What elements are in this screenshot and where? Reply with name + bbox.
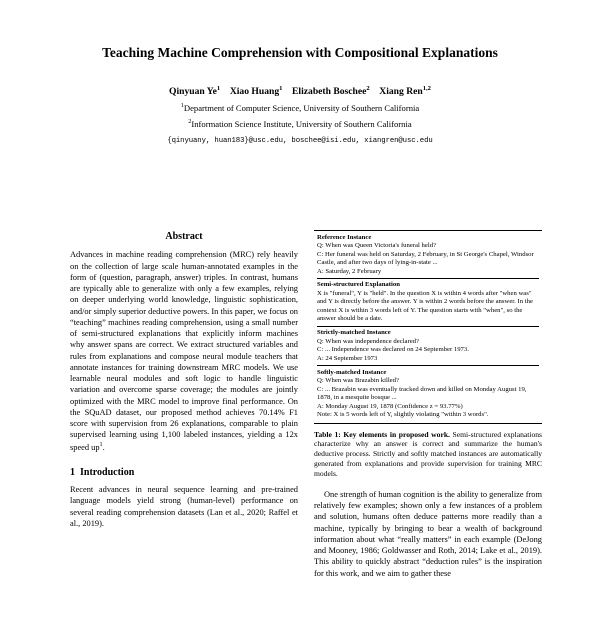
author-name: Xiao Huang (229, 85, 280, 97)
table-block-line: Note: X is 5 words left of Y, slightly violating "within 3 words". (317, 411, 489, 419)
table-block-line: A: 24 September 1973 (317, 354, 378, 362)
affiliation-text: Information Science Institute, University of Southern California (191, 118, 412, 129)
affiliation-marker: 1 (180, 102, 184, 110)
abstract-text: Advances in machine reading comprehension (MRC) rely heavily on the collection of large scale human-annotated examples in the form of (question, paragraph, answer) triples. In contrast, humans are typically able to generalize with only a few examples, relying on deeper underlying world knowledge, linguistic sophistication, and/or simply superior deductive powers. In this paper, we focus on “teaching” machines reading comprehension, using a small number of semi-structured explanations that explicitly inform machines why answer spans are correct. We extract structured variables and rules from explanations and compose neural module teachers that annotate instances for training downstream MRC models. We use learnable neural modules and soft logic to handle linguistic variation and overcome sparse coverage; the modules are jointly optimized with the MRC model to improve final performance. On the SQuAD dataset, our proposed method achieves 70.14% F1 score with supervision from 26 explanations, comparable to plain supervised learning using 1,100 labeled instances, yielding a 12x speed up (70, 250, 298, 452)
table-block-line: A: Saturday, 2 February (317, 267, 382, 275)
table-divider (317, 278, 539, 279)
table-block-line: Q: When was independence declared? (317, 337, 419, 345)
author-affil-marker: 1 (279, 84, 283, 92)
table-block-line: A: Monday August 19, 1878 (Confidence z = 93.77%) (317, 402, 463, 410)
table-caption (314, 430, 542, 479)
table-block-line: X is "funeral", Y is "held". In the question X is within 4 words after "when was" and Y is directly before the answer. Y is within 2 words before the answer. In the context X is within 3 words left of Y. The question starts with "when", so the answer should be a date. (317, 289, 533, 323)
body-columns (0, 230, 600, 644)
affiliation-text: Department of Computer Science, University of Southern California (183, 103, 420, 114)
right-column (314, 230, 542, 579)
table-block (317, 281, 539, 324)
table-block-line: C: ... Independence was declared on 24 September 1973. (317, 346, 469, 354)
intro-paragraph-1: Recent advances in neural sequence learning and pre-trained language models yield strong (human-level) performance on several reading comprehension datasets (Lan et al., 2020; Raffel et al., 2019). (70, 485, 298, 528)
section-number: 1 (70, 466, 75, 478)
table-block (317, 369, 539, 420)
table-block-line: Q: When was Queen Victoria's funeral held? (317, 242, 437, 249)
footnote-marker: 1 (99, 440, 103, 448)
left-column (70, 230, 298, 529)
table-caption-label: Table 1: Key elements in proposed work. (314, 429, 450, 439)
table-block-line: C: ... Brazabin was eventually tracked down and killed on Monday August 19, 1878, in a mesquite bosque ... (317, 385, 527, 402)
affiliation-line (40, 102, 560, 114)
author-list (40, 84, 560, 100)
author-name: Qinyuan Ye (169, 85, 217, 97)
affiliation-marker: 2 (188, 117, 192, 125)
affiliation-line (40, 118, 560, 130)
table-block-title: Semi-structured Explanation (317, 281, 400, 289)
table-divider (317, 326, 539, 327)
paper-page (0, 44, 600, 644)
section-title: Introduction (80, 466, 135, 478)
abstract-heading: Abstract (165, 231, 203, 242)
table-block-line: Q: When was Brazabin killed? (317, 377, 399, 385)
abstract-body (70, 249, 298, 452)
author-name: Xiang Ren (379, 85, 423, 97)
table-block-line: C: Her funeral was held on Saturday, 2 February, in St George's Chapel, Windsor Castle, and after two days of lying-in-state ... (317, 250, 534, 266)
table-block-title: Strictly-matched Instance (317, 329, 391, 337)
right-column-paragraph: One strength of human cognition is the ability to generalize from relatively few examples; shown only a few instances of a problem and solution, humans often deduce patterns more readily than a machine, typically by bringing to bear a wealth of background information about what “really matters” in each example (DeJong and Mooney, 1986; Goldwasser and Roth, 2014; Lake et al., 2019). This ability to quickly abstract “deduction rules” is the inspiration for this work, and we aim to gather these (314, 489, 542, 578)
author-affil-marker: 2 (366, 84, 370, 92)
table-caption-text: Semi-structured explanations characterize why an answer is correct and summarize the human's deductive process. Strictly and softly matched instances are automatically generated from explanations and provide supervision for training MRC models. (314, 429, 543, 479)
table-divider (317, 365, 539, 366)
section-heading-introduction (70, 466, 298, 479)
contact-emails: {qinyuany, huan183}@usc.edu, boschee@isi.edu, xiangren@usc.edu (167, 137, 433, 146)
author-affil-marker: 1,2 (422, 84, 431, 92)
table-block (317, 234, 539, 277)
table-1 (314, 230, 542, 424)
table-block-title: Softly-matched Instance (317, 368, 387, 376)
abstract-tail: . (102, 442, 105, 452)
author-affil-marker: 1 (216, 84, 221, 92)
page-title: Teaching Machine Comprehension with Compositional Explanations (102, 45, 498, 60)
author-name: Elizabeth Boschee (292, 85, 367, 97)
table-block (317, 329, 539, 363)
table-block-title: Reference Instance (317, 233, 372, 241)
